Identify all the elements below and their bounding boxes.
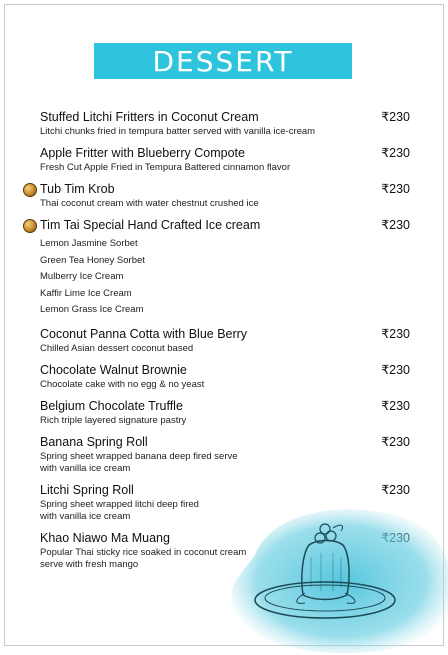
item-description: Chilled Asian dessert coconut based — [40, 342, 194, 354]
item-price: ₹230 — [381, 218, 410, 232]
flavor-item: Mulberry Ice Cream — [40, 271, 124, 282]
item-price: ₹230 — [381, 146, 410, 160]
item-name: Apple Fritter with Blueberry Compote — [40, 146, 245, 160]
flavor-item: Green Tea Honey Sorbet — [40, 254, 145, 266]
item-name: Belgium Chocolate Truffle — [40, 398, 183, 413]
item-description: with vanilla ice cream — [40, 462, 131, 474]
item-description: serve with fresh mango — [40, 558, 139, 570]
item-description: Rich triple layered signature pastry — [40, 414, 187, 426]
chef-special-icon — [23, 183, 37, 197]
item-name: Coconut Panna Cotta with Blue Berry — [40, 326, 248, 341]
item-description: Spring sheet wrapped banana deep fired serve — [40, 450, 238, 462]
item-price: ₹230 — [381, 326, 410, 341]
item-price: ₹230 — [381, 398, 410, 413]
menu-item — [40, 146, 410, 174]
menu-item — [40, 327, 410, 355]
chef-special-icon — [23, 219, 37, 233]
menu-item — [40, 363, 410, 391]
item-name: Tub Tim Krob — [40, 182, 115, 196]
menu-item — [40, 399, 410, 427]
item-description: Fresh Cut Apple Fried in Tempura Battered cinnamon flavor — [40, 162, 291, 173]
ice-cream-flavor-list — [40, 236, 410, 319]
flavor-item: Lemon Jasmine Sorbet — [40, 238, 138, 249]
item-name: Tim Tai Special Hand Crafted Ice cream — [40, 218, 261, 232]
item-name: Stuffed Litchi Fritters in Coconut Cream — [40, 110, 259, 124]
item-description: with vanilla ice cream — [40, 510, 131, 522]
item-name: Banana Spring Roll — [40, 434, 148, 449]
item-price: ₹230 — [381, 182, 410, 196]
item-description: Litchi chunks fried in tempura batter served with vanilla ice-cream — [40, 126, 316, 137]
menu-item — [40, 110, 410, 138]
item-description: Chocolate cake with no egg & no yeast — [40, 378, 205, 390]
flavor-item: Kaffir Lime Ice Cream — [40, 287, 132, 299]
flavor-item: Lemon Grass Ice Cream — [40, 304, 144, 315]
item-description: Thai coconut cream with water chestnut crushed ice — [40, 198, 259, 209]
item-description: Spring sheet wrapped litchi deep fired — [40, 498, 199, 510]
item-price: ₹230 — [381, 482, 410, 497]
item-price: ₹230 — [381, 362, 410, 377]
panna-cotta-illustration-icon — [225, 495, 448, 655]
menu-item — [40, 218, 410, 319]
page-title: DESSERT — [152, 44, 294, 78]
item-name: Litchi Spring Roll — [40, 482, 134, 497]
item-price: ₹230 — [381, 434, 410, 449]
item-description: Popular Thai sticky rice soaked in coconut cream — [40, 546, 247, 558]
menu-item — [40, 182, 410, 210]
item-price: ₹230 — [381, 110, 410, 124]
item-name: Khao Niawo Ma Muang — [40, 530, 170, 545]
menu-item — [40, 435, 410, 475]
title-banner — [94, 43, 352, 79]
item-name: Chocolate Walnut Brownie — [40, 362, 187, 377]
